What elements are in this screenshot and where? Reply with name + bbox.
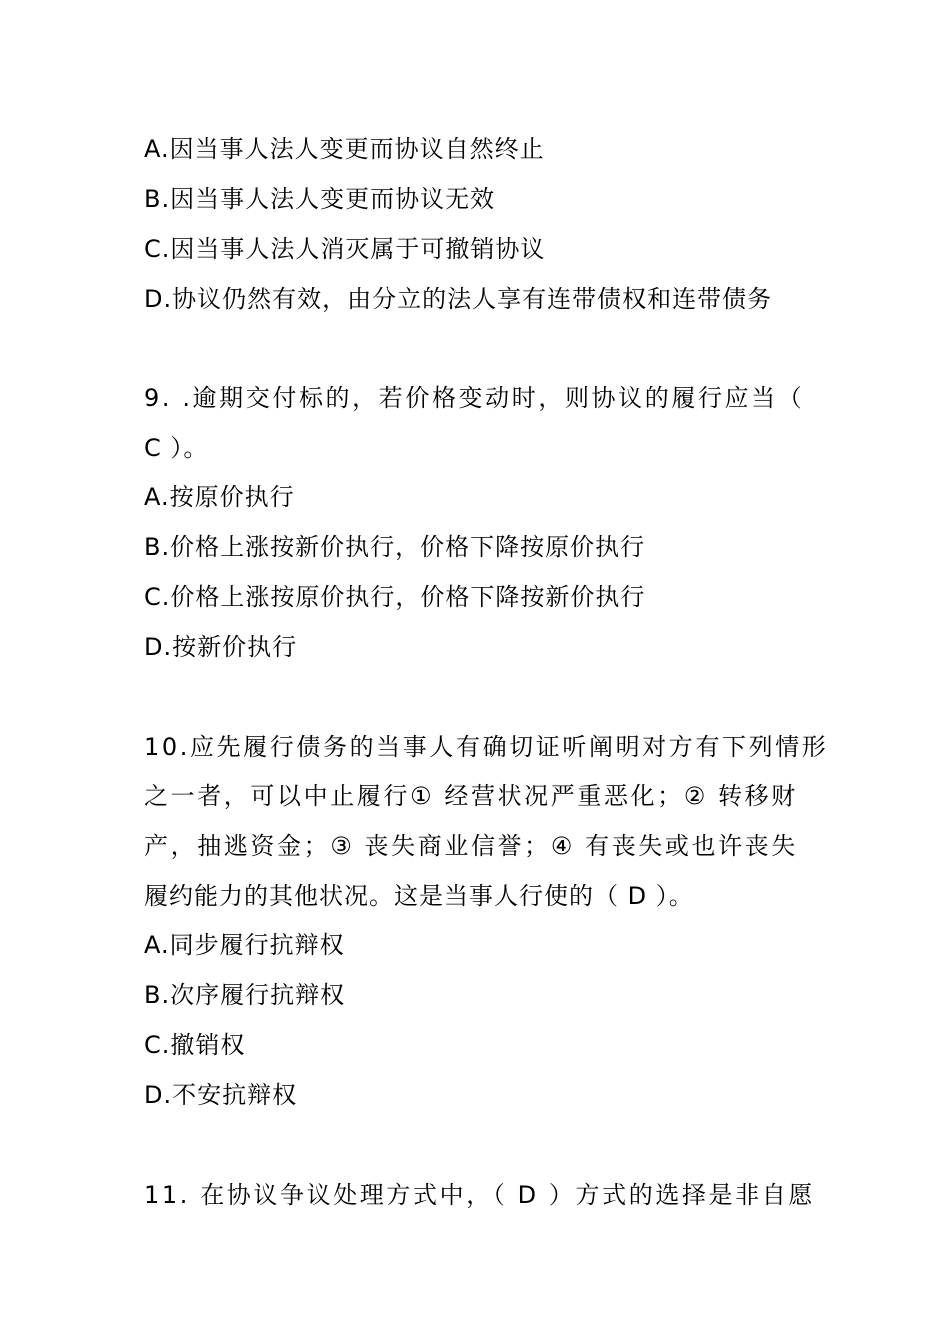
q10-stem-line1: 10.应先履行债务的当事人有确切证听阐明对方有下列情形 — [144, 733, 829, 761]
q10-option-c: C.撤销权 — [144, 1031, 246, 1059]
q9-stem-line1: 9. .逾期交付标的，若价格变动时，则协议的履行应当（ — [144, 384, 805, 412]
q10-option-d: D.不安抗辩权 — [144, 1081, 298, 1109]
q9-option-c: C.价格上涨按原价执行，价格下降按新价执行 — [144, 583, 646, 611]
q9-option-d: D.按新价执行 — [144, 633, 298, 661]
q8-option-c: C.因当事人法人消灭属于可撤销协议 — [144, 235, 546, 263]
q9-option-b: B.价格上涨按新价执行，价格下降按原价执行 — [144, 533, 646, 561]
q10-stem-line3: 产，抽逃资金；③ 丧失商业信誉；④ 有丧失或也许丧失 — [144, 832, 798, 860]
q8-option-b: B.因当事人法人变更而协议无效 — [144, 185, 496, 213]
q10-stem-line4: 履约能力的其他状况。这是当事人行使的（ D ）。 — [144, 882, 694, 910]
q10-option-b: B.次序履行抗辩权 — [144, 981, 346, 1009]
q10-option-a: A.同步履行抗辩权 — [144, 931, 345, 959]
q8-option-d: D.协议仍然有效，由分立的法人享有连带债权和连带债务 — [144, 285, 773, 313]
q8-option-a: A.因当事人法人变更而协议自然终止 — [144, 135, 545, 163]
q10-stem-line2: 之一者，可以中止履行① 经营状况严重恶化；② 转移财 — [144, 782, 798, 810]
q9-option-a: A.按原价执行 — [144, 483, 295, 511]
q11-stem-line1: 11. 在协议争议处理方式中，（ D ）方式的选择是非自愿 — [144, 1181, 815, 1209]
q9-stem-line2: C ）。 — [144, 434, 209, 462]
